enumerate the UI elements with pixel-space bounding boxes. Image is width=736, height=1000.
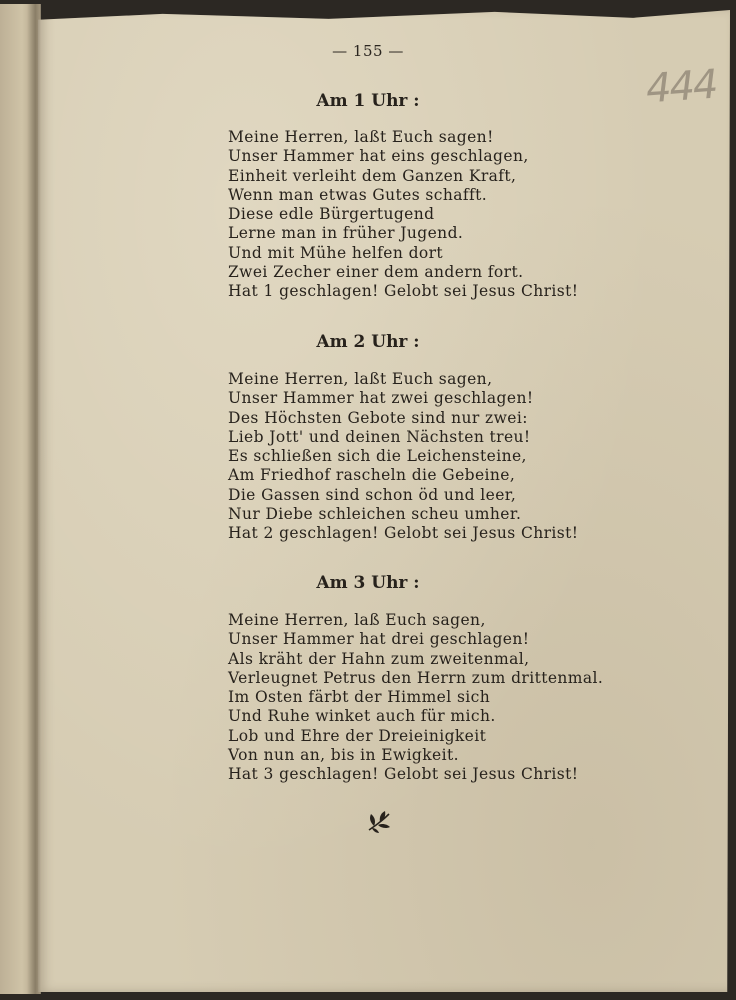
verse-line: Unser Hammer hat eins geschlagen, (228, 147, 529, 166)
page-number: — 155 — (332, 42, 404, 60)
verse-line: Und mit Mühe helfen dort (228, 243, 444, 262)
verse-line: Lob und Ehre der Dreieinigkeit (228, 726, 487, 745)
leaf-sprig-ornament-icon (366, 810, 392, 834)
verse-2 (228, 370, 708, 544)
verse-line: Hat 1 geschlagen! Gelobt sei Jesus Christ! (228, 282, 579, 301)
verse-line: Im Osten färbt der Himmel sich (228, 688, 491, 707)
section-heading-2: Am 2 Uhr : (316, 332, 420, 352)
verse-line: Die Gassen sind schon öd und leer, (228, 485, 517, 504)
section-heading-1: Am 1 Uhr : (316, 91, 420, 111)
verse-line: Unser Hammer hat drei geschlagen! (228, 630, 530, 649)
verse-line: Von nun an, bis in Ewigkeit. (228, 746, 459, 765)
verse-line: Wenn man etwas Gutes schafft. (228, 185, 488, 204)
verse-line: Einheit verleiht dem Ganzen Kraft, (228, 166, 517, 185)
verse-line: Diese edle Bürgertugend (228, 205, 435, 224)
verse-line: Meine Herren, laß Euch sagen, (228, 611, 486, 629)
verse-line: Lerne man in früher Jugend. (228, 224, 464, 243)
verse-line: Lieb Jott' und deinen Nächsten treu! (228, 427, 531, 446)
verse-line: Zwei Zecher einer dem andern fort. (228, 263, 524, 282)
verse-line: Meine Herren, laßt Euch sagen, (228, 370, 493, 388)
verse-line: Verleugnet Petrus den Herrn zum drittenmal. (228, 668, 604, 687)
verse-line: Hat 2 geschlagen! Gelobt sei Jesus Christ! (228, 524, 579, 543)
pencil-annotation: 444 (644, 61, 718, 113)
verse-3 (228, 611, 708, 785)
verse-line: Und Ruhe winket auch für mich. (228, 707, 496, 726)
book-gutter (27, 4, 41, 994)
verse-line: Hat 3 geschlagen! Gelobt sei Jesus Christ! (228, 765, 579, 784)
verse-line: Des Höchsten Gebote sind nur zwei: (228, 408, 528, 427)
verse-line: Unser Hammer hat zwei geschlagen! (228, 389, 534, 408)
section-heading-3: Am 3 Uhr : (316, 573, 420, 593)
verse-line: Als kräht der Hahn zum zweitenmal, (228, 649, 530, 668)
verse-1 (228, 128, 708, 302)
verse-line: Am Friedhof rascheln die Gebeine, (228, 466, 516, 485)
verse-line: Es schließen sich die Leichensteine, (228, 447, 527, 466)
verse-line: Meine Herren, laßt Euch sagen! (228, 128, 494, 146)
verse-line: Nur Diebe schleichen scheu umher. (228, 505, 522, 524)
